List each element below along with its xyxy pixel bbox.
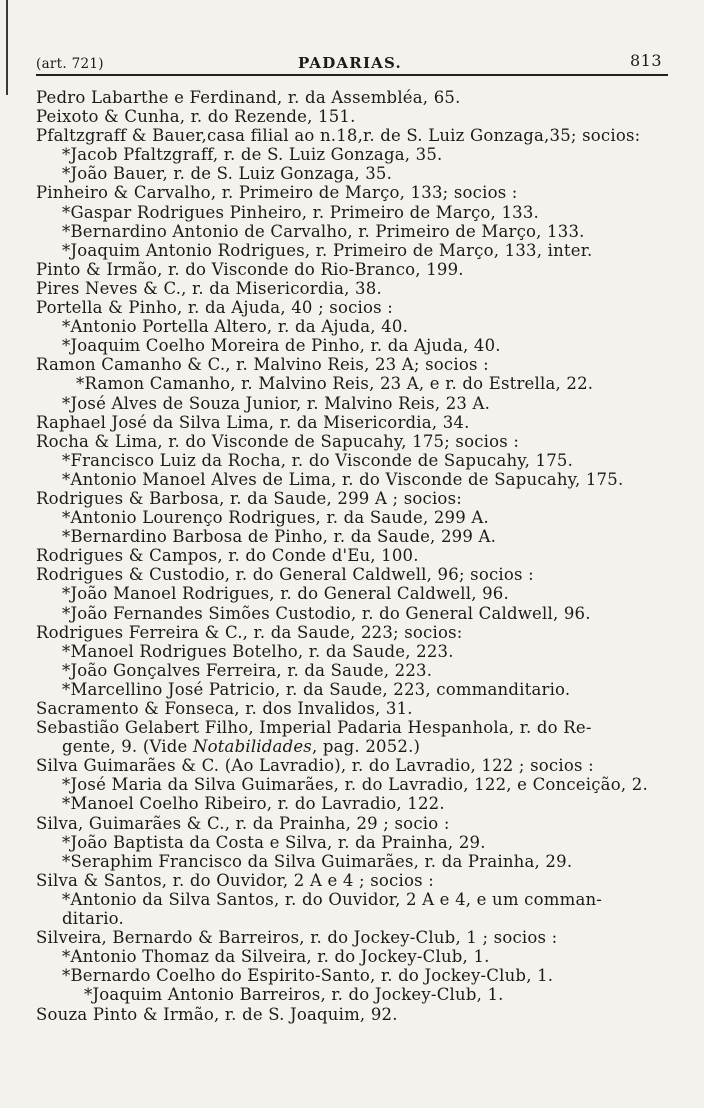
- entry-line: Rodrigues & Campos, r. do Conde d'Eu, 100.: [36, 546, 419, 566]
- partner-line: *Bernardino Barbosa de Pinho, r. da Saude, 299 A.: [62, 527, 497, 547]
- entry-line: Rocha & Lima, r. do Visconde de Sapucahy, 175; socios :: [36, 431, 520, 451]
- page-edge-line: [6, 0, 8, 95]
- entry-line: Rodrigues & Barbosa, r. da Saude, 299 A ; socios:: [36, 488, 462, 508]
- partner-line: *Antonio Manoel Alves de Lima, r. do Visconde de Sapucahy, 175.: [62, 469, 624, 489]
- partner-line: *Ramon Camanho, r. Malvino Reis, 23 A, e r. do Estrella, 22.: [76, 374, 594, 394]
- entry-line: Ramon Camanho & C., r. Malvino Reis, 23 A; socios :: [36, 355, 489, 375]
- entry-line: Silveira, Bernardo & Barreiros, r. do Jockey-Club, 1 ; socios :: [36, 928, 558, 948]
- entry-line: Souza Pinto & Irmão, r. de S. Joaquim, 92.: [36, 1004, 398, 1024]
- partner-line: *João Bauer, r. de S. Luiz Gonzaga, 35.: [62, 164, 393, 184]
- entry-line: Pfaltzgraff & Bauer,casa filial ao n.18,r. de S. Luiz Gonzaga,35; socios:: [36, 126, 641, 146]
- partner-line: *José Maria da Silva Guimarães, r. do Lavradio, 122, e Conceição, 2.: [62, 775, 648, 795]
- partner-line: *Joaquim Coelho Moreira de Pinho, r. da Ajuda, 40.: [62, 336, 501, 356]
- partner-line: *Jacob Pfaltzgraff, r. de S. Luiz Gonzaga, 35.: [62, 145, 443, 165]
- continuation-text: gente, 9. (Vide: [62, 737, 193, 757]
- partner-line: *Marcellino José Patricio, r. da Saude, 223, commanditario.: [62, 679, 571, 699]
- continuation-line: ditario.: [62, 909, 124, 929]
- continuation-line: [36, 737, 676, 756]
- reference-tail: , pag. 2052.): [311, 737, 421, 757]
- entry-line: Peixoto & Cunha, r. do Rezende, 151.: [36, 107, 356, 127]
- partner-line: *Manoel Rodrigues Botelho, r. da Saude, 223.: [62, 641, 454, 661]
- entry-line: Silva Guimarães & C. (Ao Lavradio), r. do Lavradio, 122 ; socios :: [36, 756, 594, 776]
- partner-line: *Manoel Coelho Ribeiro, r. do Lavradio, 122.: [62, 794, 445, 814]
- entry-line: Pinheiro & Carvalho, r. Primeiro de Março, 133; socios :: [36, 183, 518, 203]
- entry-line: Rodrigues & Custodio, r. do General Caldwell, 96; socios :: [36, 565, 534, 585]
- header-rule: [36, 74, 668, 76]
- partner-line: *João Baptista da Costa e Silva, r. da Prainha, 29.: [62, 832, 486, 852]
- partner-line: *Francisco Luiz da Rocha, r. do Visconde de Sapucahy, 175.: [62, 450, 574, 470]
- entry-line: Pedro Labarthe e Ferdinand, r. da Assembléa, 65.: [36, 88, 461, 107]
- reference-italic: Notabilidades: [192, 737, 312, 757]
- partner-line: *Gaspar Rodrigues Pinheiro, r. Primeiro de Março, 133.: [62, 202, 539, 222]
- section-title: PADARIAS.: [298, 54, 402, 72]
- entry-line: Sebastião Gelabert Filho, Imperial Padaria Hespanhola, r. do Re-: [36, 718, 592, 738]
- partner-line: *Bernardo Coelho do Espirito-Santo, r. do Jockey-Club, 1.: [62, 966, 554, 986]
- partner-line: *Antonio da Silva Santos, r. do Ouvidor, 2 A e 4, e um comman-: [62, 889, 603, 909]
- partner-line: *Seraphim Francisco da Silva Guimarães, r. da Prainha, 29.: [62, 851, 573, 871]
- partner-line: *Antonio Lourenço Rodrigues, r. da Saude, 299 A.: [62, 508, 489, 528]
- partner-line: *Antonio Thomaz da Silveira, r. do Jockey-Club, 1.: [62, 947, 490, 967]
- entry-line: Sacramento & Fonseca, r. dos Invalidos, 31.: [36, 699, 413, 718]
- partner-line: *Antonio Portella Altero, r. da Ajuda, 40.: [62, 317, 409, 337]
- partner-line: *Joaquim Antonio Rodrigues, r. Primeiro de Março, 133, inter.: [62, 240, 593, 260]
- entry-line: Pires Neves & C., r. da Misericordia, 38.: [36, 278, 382, 298]
- partner-line: *João Manoel Rodrigues, r. do General Caldwell, 96.: [62, 584, 509, 604]
- entry-line: Raphael José da Silva Lima, r. da Misericordia, 34.: [36, 412, 470, 432]
- entry-line: Portella & Pinho, r. da Ajuda, 40 ; socios :: [36, 298, 393, 318]
- entry-line: Pinto & Irmão, r. do Visconde do Rio-Branco, 199.: [36, 259, 464, 279]
- partner-line: *Bernardino Antonio de Carvalho, r. Primeiro de Março, 133.: [62, 221, 585, 241]
- page-header: [36, 50, 672, 74]
- partner-line: *Joaquim Antonio Barreiros, r. do Jockey-Club, 1.: [84, 985, 504, 1005]
- entry-line: Silva & Santos, r. do Ouvidor, 2 A e 4 ; socios :: [36, 870, 434, 890]
- entry-line: Rodrigues Ferreira & C., r. da Saude, 223; socios:: [36, 622, 463, 642]
- article-reference: (art. 721): [36, 56, 104, 72]
- partner-line: *João Gonçalves Ferreira, r. da Saude, 223.: [62, 660, 433, 680]
- page-number: 813: [629, 51, 662, 70]
- directory-entries: [36, 88, 676, 1024]
- partner-line: *João Fernandes Simões Custodio, r. do General Caldwell, 96.: [62, 603, 591, 623]
- partner-line: *José Alves de Souza Junior, r. Malvino Reis, 23 A.: [62, 393, 491, 413]
- entry-line: Silva, Guimarães & C., r. da Prainha, 29 ; socio :: [36, 813, 450, 833]
